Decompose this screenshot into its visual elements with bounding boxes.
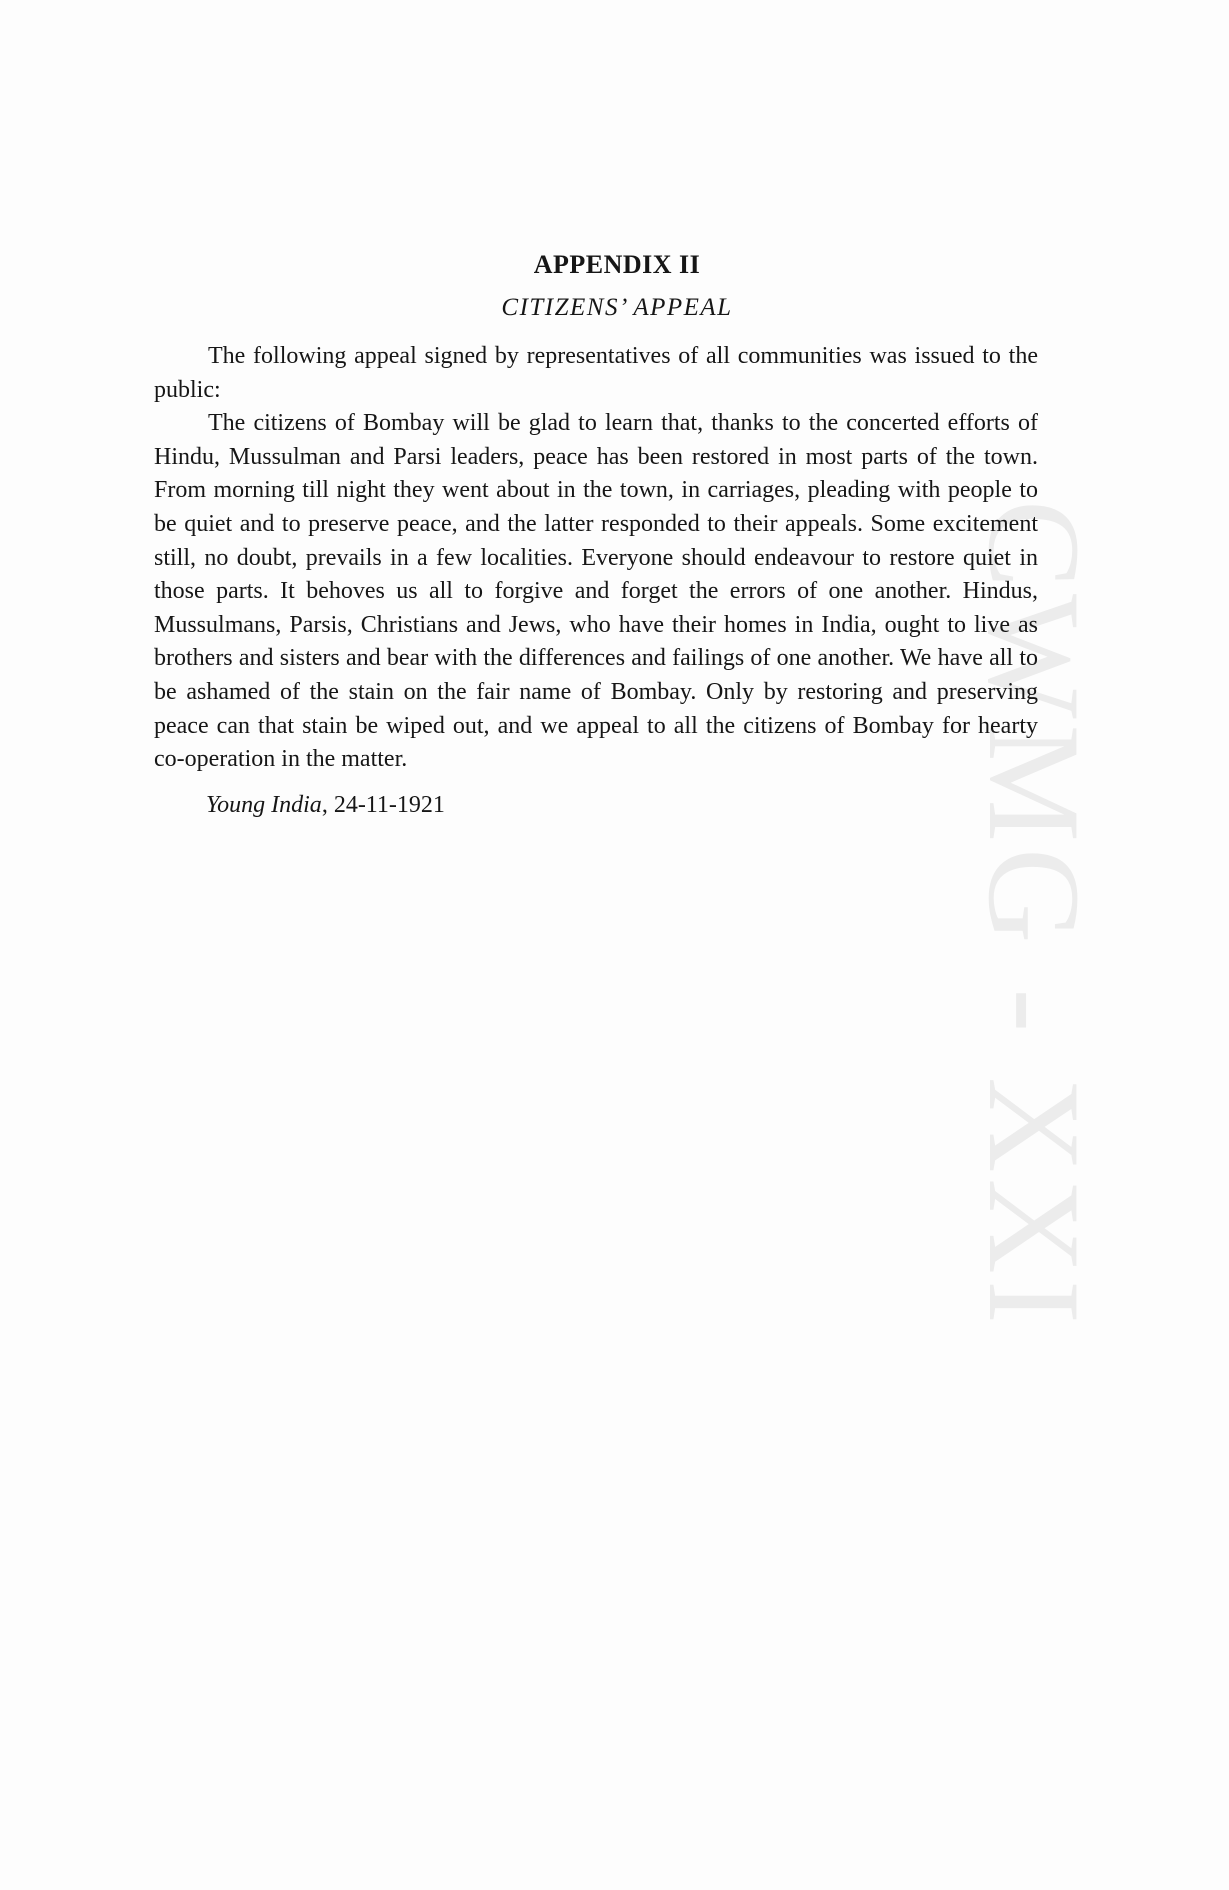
appendix-title: APPENDIX II (533, 250, 701, 279)
source-date: , 24-11-1921 (321, 791, 445, 818)
intro-paragraph: The following appeal signed by representatives of all communities was issued to the public: (154, 343, 1038, 403)
appeal-paragraph: The citizens of Bombay will be glad to learn that, thanks to the concerted efforts of Hindu, Mussulman and Parsi leaders, peace has been restored in most parts of the town. From morning till night they went about in the town, in carriages, pleading with people to be quiet and to preserve peace, and the latter responded to their appeals. Some excitement still, no doubt, prevails in a few localities. Everyone should endeavour to restore quiet in those parts. It behoves us all to forgive and forget the errors of one another. Hindus, Mussulmans, Parsis, Christians and Jews, who have their homes in India, ought to live as brothers and sisters and bear with the differences and failings of one another. We have all to be ashamed of the stain on the fair name of Bombay. Only by restoring and preserving peace can that stain be wiped out, and we appeal to all the citizens of Bombay for hearty co-operation in the matter. (154, 410, 1038, 773)
source-journal: Young India (206, 791, 322, 818)
appendix-subtitle: CITIZENS’ APPEAL (501, 294, 733, 321)
source-citation (206, 789, 1038, 823)
appendix-content (154, 250, 1038, 822)
watermark-text: CWMG - XXI (961, 500, 1108, 1330)
